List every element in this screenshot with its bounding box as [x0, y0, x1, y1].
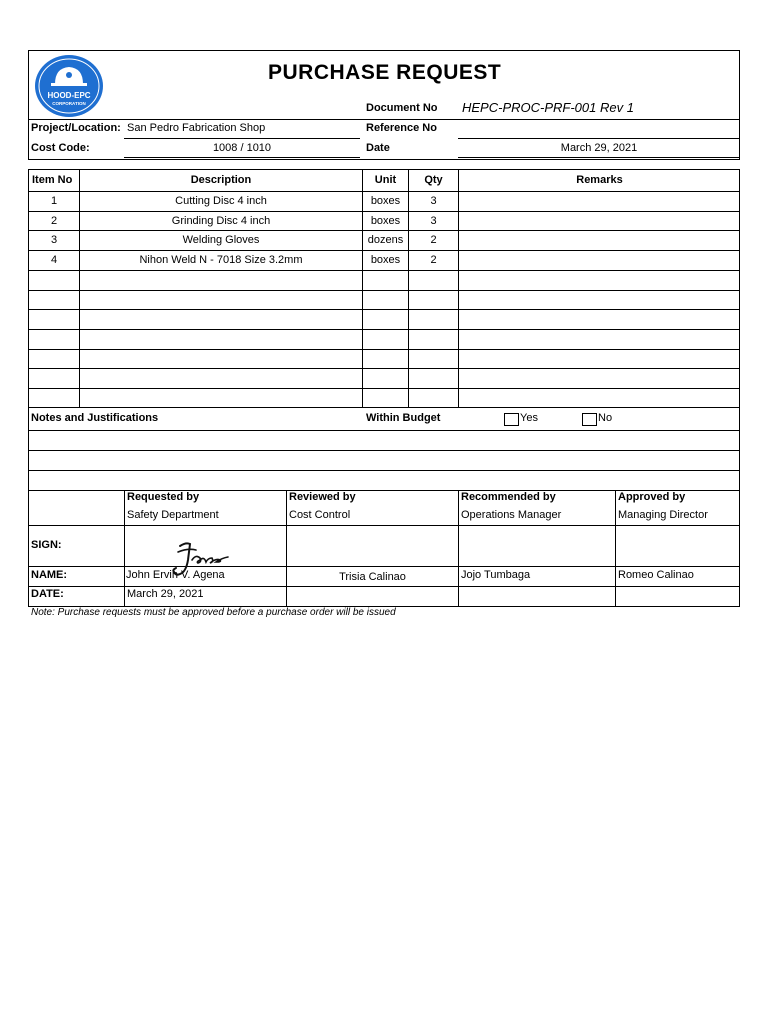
table-cell-remarks[interactable] [459, 212, 740, 230]
requested-by-date: March 29, 2021 [127, 588, 204, 600]
table-cell-remarks[interactable] [459, 251, 740, 269]
logo-text-main: HOOD-EPC [47, 91, 91, 100]
table-cell-qty[interactable]: 2 [430, 253, 437, 266]
recommended-by-name: Jojo Tumbaga [461, 569, 531, 581]
company-logo [33, 54, 105, 118]
table-cell-item-no[interactable] [29, 369, 79, 387]
document-no-label: Document No [366, 102, 438, 114]
table-cell-item-no[interactable] [29, 310, 79, 328]
logo-text-sub: CORPORATION [52, 101, 86, 106]
column-header-item-no: Item No [32, 174, 73, 186]
table-cell-description[interactable] [80, 310, 362, 328]
requested-by-department: Safety Department [127, 509, 219, 521]
table-cell-unit[interactable]: boxes [370, 214, 401, 227]
notes-line-2 [28, 450, 740, 451]
table-cell-description[interactable] [80, 369, 362, 387]
table-cell-remarks[interactable] [459, 350, 740, 368]
table-cell-qty[interactable]: 2 [430, 234, 437, 247]
table-cell-unit[interactable]: boxes [370, 253, 401, 266]
notes-line-3 [28, 470, 740, 471]
table-cell-description[interactable]: Nihon Weld N - 7018 Size 3.2mm [139, 253, 303, 266]
project-label: Project/Location: [31, 122, 121, 134]
table-cell-unit[interactable]: dozens [367, 234, 404, 247]
table-cell-description[interactable]: Cutting Disc 4 inch [175, 194, 267, 207]
yes-label: Yes [520, 412, 538, 424]
table-cell-unit[interactable] [363, 271, 408, 289]
notes-label: Notes and Justifications [31, 412, 159, 424]
yes-checkbox[interactable] [504, 413, 519, 426]
table-cell-remarks[interactable] [459, 369, 740, 387]
sig-col-divider-4 [615, 490, 616, 607]
table-cell-description[interactable] [80, 330, 362, 348]
sig-line-date-top [28, 586, 740, 587]
date-label: Date [366, 142, 390, 154]
sig-col-divider-2 [286, 490, 287, 607]
approved-by-name: Romeo Calinao [618, 569, 694, 581]
within-budget-label: Within Budget [366, 412, 441, 424]
reviewed-by-department: Cost Control [289, 509, 351, 521]
table-cell-description[interactable] [80, 271, 362, 289]
no-checkbox[interactable] [582, 413, 597, 426]
table-cell-unit[interactable] [363, 310, 408, 328]
table-cell-qty[interactable] [409, 369, 458, 387]
table-cell-remarks[interactable] [459, 389, 740, 407]
table-cell-unit[interactable] [363, 291, 408, 309]
requested-by-role: Requested by [127, 491, 200, 503]
recommended-by-department: Operations Manager [461, 509, 562, 521]
requested-by-name: John Ervin V. Agena [126, 569, 225, 581]
document-no-value[interactable]: HEPC-PROC-PRF-001 Rev 1 [462, 100, 634, 115]
table-cell-item-no[interactable] [29, 330, 79, 348]
table-cell-qty[interactable] [409, 310, 458, 328]
notes-line-1 [28, 430, 740, 431]
date-value[interactable]: March 29, 2021 [560, 142, 638, 154]
table-cell-remarks[interactable] [459, 271, 740, 289]
sig-col-divider-1 [124, 490, 125, 607]
name-label: NAME: [31, 569, 68, 581]
table-cell-unit[interactable]: boxes [370, 194, 401, 207]
table-cell-qty[interactable] [409, 291, 458, 309]
footer-note: Note: Purchase requests must be approved before a purchase order will be issued [31, 607, 396, 618]
column-header-remarks: Remarks [576, 174, 623, 186]
table-cell-description[interactable] [80, 350, 362, 368]
table-cell-qty[interactable] [409, 330, 458, 348]
table-cell-item-no[interactable]: 1 [50, 194, 58, 207]
project-value[interactable]: San Pedro Fabrication Shop [127, 122, 266, 134]
approved-by-role: Approved by [618, 491, 686, 503]
page-title: PURCHASE REQUEST [268, 61, 502, 84]
table-cell-item-no[interactable]: 4 [50, 253, 58, 266]
date-underline-bottom [458, 157, 740, 158]
recommended-by-role: Recommended by [461, 491, 556, 503]
sig-line-sign-top [28, 525, 740, 526]
reviewed-by-name: Trisia Calinao [339, 570, 406, 583]
sig-col-divider-3 [458, 490, 459, 607]
table-cell-description[interactable] [80, 389, 362, 407]
sign-label: SIGN: [31, 539, 62, 551]
table-cell-remarks[interactable] [459, 330, 740, 348]
reviewed-by-role: Reviewed by [289, 491, 356, 503]
column-header-description: Description [190, 174, 252, 186]
table-cell-qty[interactable] [409, 271, 458, 289]
table-cell-unit[interactable] [363, 350, 408, 368]
reference-label: Reference No [366, 122, 437, 134]
no-label: No [598, 412, 613, 424]
table-cell-remarks[interactable] [459, 231, 740, 249]
approved-by-department: Managing Director [618, 509, 708, 521]
table-cell-qty[interactable]: 3 [430, 214, 437, 227]
table-cell-item-no[interactable] [29, 291, 79, 309]
cost-code-value[interactable]: 1008 / 1010 [212, 142, 272, 154]
table-cell-qty[interactable]: 3 [430, 194, 437, 207]
table-cell-unit[interactable] [363, 330, 408, 348]
table-cell-remarks[interactable] [459, 291, 740, 309]
column-header-qty: Qty [424, 174, 443, 186]
table-cell-description[interactable]: Welding Gloves [182, 234, 260, 247]
table-cell-unit[interactable] [363, 369, 408, 387]
date-row-label: DATE: [31, 588, 64, 600]
requested-by-signature [150, 538, 240, 584]
table-cell-item-no[interactable]: 3 [50, 234, 58, 247]
table-cell-qty[interactable] [409, 350, 458, 368]
table-cell-unit[interactable] [363, 389, 408, 407]
table-cell-qty[interactable] [409, 389, 458, 407]
table-cell-description[interactable]: Grinding Disc 4 inch [171, 214, 271, 227]
table-cell-item-no[interactable] [29, 350, 79, 368]
cost-code-underline [124, 138, 360, 139]
table-cell-description[interactable] [80, 291, 362, 309]
cost-code-label: Cost Code: [31, 142, 90, 154]
table-cell-item-no[interactable]: 2 [50, 214, 58, 227]
table-cell-item-no[interactable] [29, 389, 79, 407]
cost-code-underline-bottom [124, 157, 360, 158]
table-cell-remarks[interactable] [459, 310, 740, 328]
table-cell-item-no[interactable] [29, 271, 79, 289]
column-header-unit: Unit [374, 174, 397, 186]
table-cell-remarks[interactable] [459, 192, 740, 210]
